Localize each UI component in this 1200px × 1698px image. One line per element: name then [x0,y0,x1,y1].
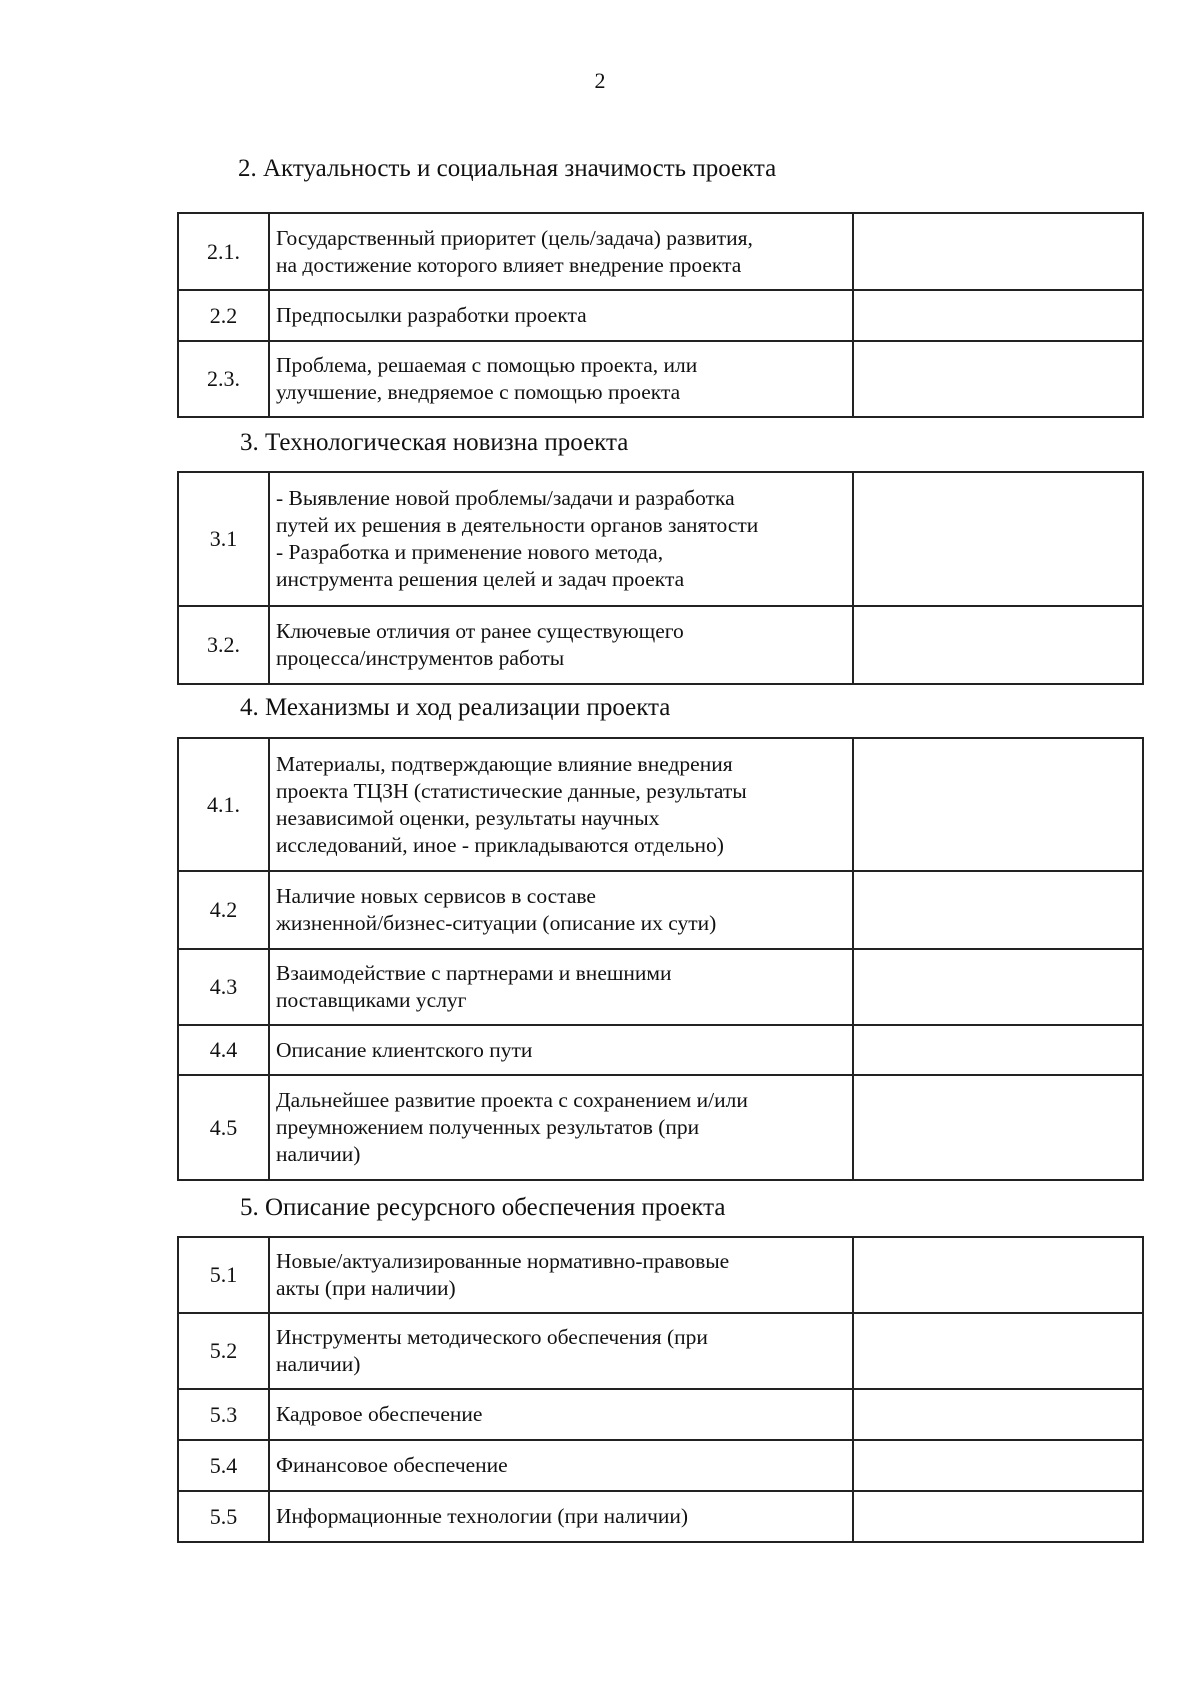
value-cell[interactable] [853,290,1143,341]
value-cell[interactable] [853,1389,1143,1440]
row-description [269,949,853,1025]
value-cell[interactable] [853,1491,1143,1542]
table-row [178,949,1143,1025]
table-row [178,738,1143,871]
section-table-2 [177,212,1144,418]
row-number: 5.1 [178,1237,269,1313]
description-line: Предпосылки разработки проекта [276,303,587,327]
table-row [178,472,1143,606]
table-row [178,290,1143,341]
description-line: наличии) [276,1142,361,1166]
table-row [178,1025,1143,1075]
row-description [269,606,853,684]
row-number: 2.1. [178,213,269,290]
row-number: 5.5 [178,1491,269,1542]
row-number: 2.2 [178,290,269,341]
description-line: проекта ТЦЗН (статистические данные, результаты [276,778,747,803]
description-line: Наличие новых сервисов в составе [276,884,596,908]
table-row [178,871,1143,949]
description-line: исследований, иное - прикладываются отдельно) [276,832,724,857]
description-line: преумножением полученных результатов (при [276,1115,700,1139]
description-line: инструмента решения целей и задач проекта [276,567,685,591]
row-number: 4.4 [178,1025,269,1075]
row-description [269,1025,853,1075]
table-row [178,1440,1143,1491]
row-number: 5.3 [178,1389,269,1440]
row-description [269,738,853,871]
row-description [269,1491,853,1542]
table-row [178,1389,1143,1440]
table-row [178,213,1143,290]
value-cell[interactable] [853,1025,1143,1075]
description-line: Ключевые отличия от ранее существующего [276,619,684,643]
description-line: Инструменты методического обеспечения (при [276,1325,708,1349]
table-row [178,1491,1143,1542]
value-cell[interactable] [853,1313,1143,1389]
value-cell[interactable] [853,1075,1143,1180]
section-title-4: 4. Механизмы и ход реализации проекта [240,694,671,721]
section-title-5: 5. Описание ресурсного обеспечения проекта [240,1194,726,1221]
description-line: - Разработка и применение нового метода, [276,540,664,564]
value-cell[interactable] [853,213,1143,290]
row-number: 3.2. [178,606,269,684]
description-line: улучшение, внедряемое с помощью проекта [276,380,681,404]
table-row [178,1237,1143,1313]
section-title-3: 3. Технологическая новизна проекта [240,429,629,456]
table-row [178,341,1143,417]
row-description [269,1237,853,1313]
row-description [269,1313,853,1389]
value-cell[interactable] [853,1440,1143,1491]
row-description [269,472,853,606]
description-line: путей их решения в деятельности органов занятости [276,513,759,537]
row-number: 4.5 [178,1075,269,1180]
value-cell[interactable] [853,949,1143,1025]
description-line: Государственный приоритет (цель/задача) развития, [276,225,753,250]
section-table-4 [177,737,1144,1181]
description-line: Описание клиентского пути [276,1037,533,1062]
page-number: 2 [594,68,606,93]
row-description [269,1389,853,1440]
description-line: акты (при наличии) [276,1276,456,1300]
row-description [269,871,853,949]
table-row [178,1313,1143,1389]
row-description [269,1440,853,1491]
row-description [269,1075,853,1180]
description-line: Информационные технологии (при наличии) [276,1504,689,1528]
description-line: Материалы, подтверждающие влияние внедрения [276,751,733,776]
value-cell[interactable] [853,738,1143,871]
value-cell[interactable] [853,472,1143,606]
section-title-2: 2. Актуальность и социальная значимость проекта [238,155,777,182]
value-cell[interactable] [853,606,1143,684]
description-line: жизненной/бизнес-ситуации (описание их сути) [276,911,717,935]
row-number: 4.2 [178,871,269,949]
value-cell[interactable] [853,1237,1143,1313]
table-row [178,1075,1143,1180]
description-line: на достижение которого влияет внедрение проекта [276,252,742,277]
row-number: 4.3 [178,949,269,1025]
row-number: 4.1. [178,738,269,871]
description-line: наличии) [276,1352,361,1376]
description-line: Дальнейшее развитие проекта с сохранением и/или [276,1088,748,1112]
description-line: - Выявление новой проблемы/задачи и разработка [276,486,735,510]
row-number: 5.2 [178,1313,269,1389]
row-description [269,341,853,417]
description-line: процесса/инструментов работы [276,646,565,670]
description-line: Финансовое обеспечение [276,1453,508,1477]
description-line: Кадровое обеспечение [276,1402,483,1426]
description-line: Проблема, решаемая с помощью проекта, или [276,353,698,377]
description-line: Новые/актуализированные нормативно-правовые [276,1249,730,1273]
description-line: независимой оценки, результаты научных [276,805,660,830]
value-cell[interactable] [853,341,1143,417]
description-line: поставщиками услуг [276,988,467,1012]
row-number: 3.1 [178,472,269,606]
row-description [269,213,853,290]
value-cell[interactable] [853,871,1143,949]
section-table-3 [177,471,1144,685]
section-table-5 [177,1236,1144,1543]
row-description [269,290,853,341]
table-row [178,606,1143,684]
row-number: 2.3. [178,341,269,417]
description-line: Взаимодействие с партнерами и внешними [276,961,672,985]
row-number: 5.4 [178,1440,269,1491]
